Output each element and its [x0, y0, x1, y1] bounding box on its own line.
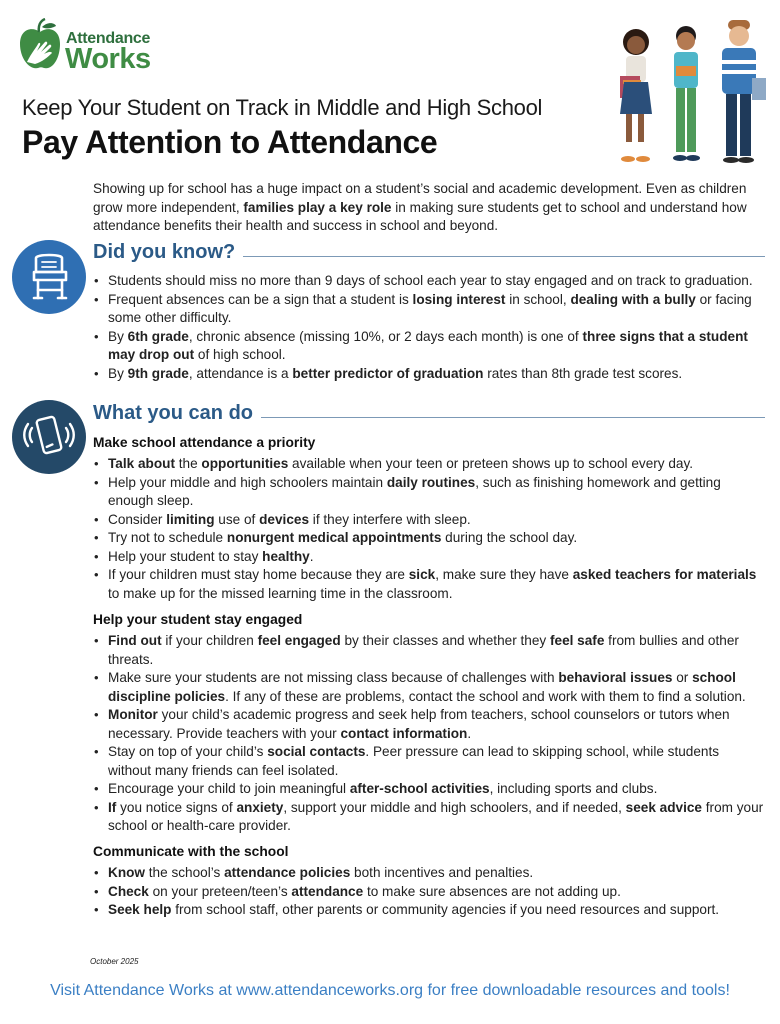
intro-text-end: in making sure students get to school and understand how attendance benefits their health and success in school and beyond. — [93, 199, 747, 233]
attendance-priority-list — [93, 455, 765, 603]
phone-ringing-icon — [12, 400, 86, 474]
list-item: • Monitor your child’s academic progress and seek help from teachers, school counselors or tutors when necessary. Provide teachers with your contact information. — [93, 706, 765, 743]
list-item: • Try not to schedule nonurgent medical appointments during the school day. — [93, 529, 765, 548]
list-item: • Find out if your children feel engaged by their classes and whether they feel safe from bullies and other threats. — [93, 632, 765, 669]
page-title: Pay Attention to Attendance — [22, 124, 438, 160]
list-item: • Frequent absences can be a sign that a student is losing interest in school, dealing with a bully or facing some other difficulty. — [93, 291, 765, 328]
list-item: • Know the school’s attendance policies both incentives and penalties. — [93, 864, 765, 883]
list-item: • By 9th grade, attendance is a better predictor of graduation rates than 8th grade test scores. — [93, 365, 765, 384]
publication-date: October 2025 — [90, 957, 139, 966]
list-item: • Students should miss no more than 9 days of school each year to stay engaged and on track to graduation. — [93, 272, 765, 291]
page-subtitle: Keep Your Student on Track in Middle and High School — [22, 95, 543, 120]
attendance-works-logo — [18, 18, 168, 74]
what-you-can-do-heading-text: What you can do — [93, 402, 253, 424]
list-item: • Make sure your students are not missing class because of challenges with behavioral issues or school discipline policies. If any of these are problems, contact the school and work with them to find a solution. — [93, 669, 765, 706]
list-item: • Talk about the opportunities available when your teen or preteen shows up to school every day. — [93, 455, 765, 474]
subheading-attendance-priority: Make school attendance a priority — [93, 435, 316, 450]
list-item: • Help your student to stay healthy. — [93, 548, 765, 567]
list-item: • By 6th grade, chronic absence (missing 10%, or 2 days each month) is one of three signs that a student may drop out of high school. — [93, 328, 765, 365]
heading-divider — [261, 417, 765, 418]
did-you-know-heading — [93, 241, 765, 264]
did-you-know-list — [93, 272, 765, 383]
list-item: • Encourage your child to join meaningful after-school activities, including sports and clubs. — [93, 780, 765, 799]
what-you-can-do-heading — [93, 402, 765, 425]
students-illustration-icon — [612, 14, 770, 170]
did-you-know-heading-text: Did you know? — [93, 241, 236, 263]
list-item: • Help your middle and high schoolers maintain daily routines, such as finishing homework and getting enough sleep. — [93, 474, 765, 511]
intro-text: Showing up for school has a huge impact on a student’s social and academic development. Even as children grow more independent, — [93, 181, 747, 215]
subheading-communicate-school: Communicate with the school — [93, 844, 289, 859]
footer-link-text[interactable]: Visit Attendance Works at www.attendanceworks.org for free downloadable resources and tools! — [50, 982, 730, 999]
school-desk-icon — [12, 240, 86, 314]
list-item: • Consider limiting use of devices if they interfere with sleep. — [93, 511, 765, 530]
heading-divider — [243, 256, 765, 257]
list-item: • Seek help from school staff, other parents or community agencies if you need resources and support. — [93, 901, 765, 920]
intro-paragraph — [93, 180, 753, 236]
list-item: • If you notice signs of anxiety, support your middle and high schoolers, and if needed, seek advice from your school or health-care provider. — [93, 799, 765, 836]
stay-engaged-list — [93, 632, 765, 836]
logo-text-works: Works — [65, 43, 151, 75]
communicate-school-list — [93, 864, 765, 920]
list-item: • Check on your preteen/teen’s attendance to make sure absences are not adding up. — [93, 883, 765, 902]
subheading-stay-engaged: Help your student stay engaged — [93, 612, 303, 627]
logo-text-attendance: Attendance — [66, 30, 151, 47]
intro-emphasis: families play a key role — [243, 199, 392, 215]
list-item: • Stay on top of your child’s social contacts. Peer pressure can lead to skipping school, while students without many friends can feel isolated. — [93, 743, 765, 780]
apple-hand-logo-icon — [18, 18, 62, 72]
list-item: • If your children must stay home because they are sick, make sure they have asked teachers for materials to make up for the missed learning time in the classroom. — [93, 566, 765, 603]
